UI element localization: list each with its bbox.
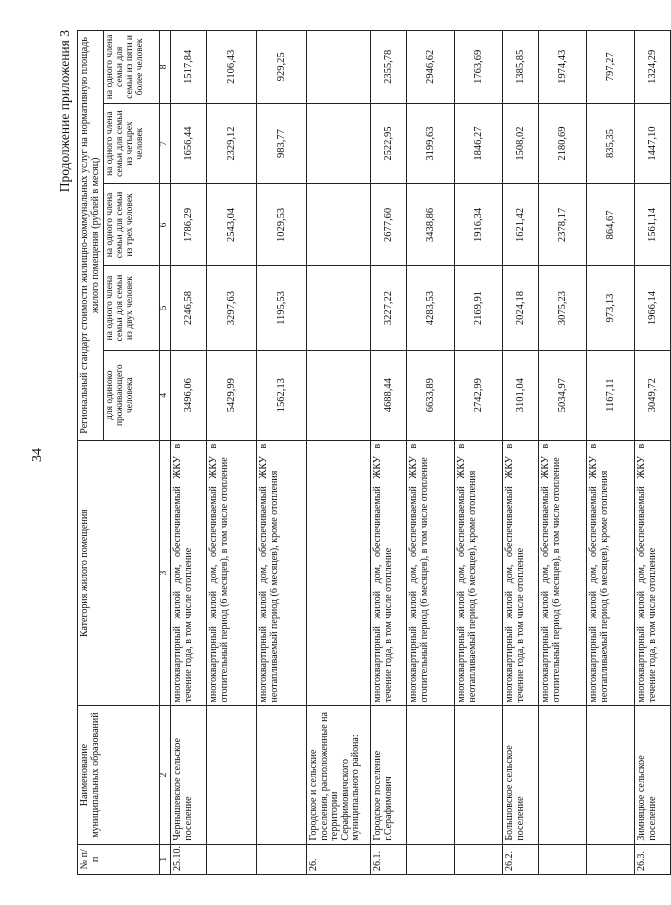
value-cell: 2169,91	[455, 266, 503, 350]
col-number: 6	[160, 184, 171, 266]
value-cell: 864,67	[587, 184, 635, 266]
municipality-name: Чернышевское сельское поселение	[171, 706, 207, 844]
header-sub-4: на одного члена семьи для семьи из четырех человек	[104, 103, 160, 184]
table-row	[171, 31, 207, 875]
row-number: 26.2.	[503, 844, 539, 874]
value-cell: 1966,14	[635, 266, 671, 350]
housing-category: многоквартирный жилой дом, обеспечиваемый ЖКУ в неотапливаемый период (6 месяцев), кроме отопления	[455, 440, 503, 706]
value-cell: 3199,63	[407, 103, 455, 184]
table-row	[371, 31, 407, 875]
row-number	[539, 844, 587, 874]
value-cell: 3297,63	[207, 266, 257, 350]
municipality-name	[407, 706, 455, 844]
table-row	[587, 31, 635, 875]
value-cell: 4688,44	[371, 350, 407, 440]
value-cell: 3049,72	[635, 350, 671, 440]
value-cell: 1846,27	[455, 103, 503, 184]
value-cell: 1621,42	[503, 184, 539, 266]
col-number: 8	[160, 31, 171, 104]
municipality-name: Большовское сельское поселение	[503, 706, 539, 844]
value-cell: 1763,69	[455, 31, 503, 104]
row-number	[207, 844, 257, 874]
housing-category: многоквартирный жилой дом, обеспечиваемый ЖКУ в отопительный период (6 месяцев), в том числе отопление	[207, 440, 257, 706]
value-cell: 2329,12	[207, 103, 257, 184]
housing-category: многоквартирный жилой дом, обеспечиваемый ЖКУ в неотапливаемый период (6 месяцев), кроме отопления	[257, 440, 307, 706]
value-cell: 2180,69	[539, 103, 587, 184]
municipality-name	[257, 706, 307, 844]
housing-category: многоквартирный жилой дом, обеспечиваемый ЖКУ в неотапливаемый период (6 месяцев), кроме отопления	[587, 440, 635, 706]
col-number: 5	[160, 266, 171, 350]
value-cell: 1029,53	[257, 184, 307, 266]
value-cell: 3496,06	[171, 350, 207, 440]
row-number: 25.10.	[171, 844, 207, 874]
value-cell: 2106,43	[207, 31, 257, 104]
table-row	[257, 31, 307, 875]
row-number	[257, 844, 307, 874]
page-number: 34	[30, 448, 45, 462]
value-cell: 1561,14	[635, 184, 671, 266]
value-cell: 5034,97	[539, 350, 587, 440]
row-number	[587, 844, 635, 874]
row-number	[455, 844, 503, 874]
municipality-name	[455, 706, 503, 844]
header-sub-2: на одного члена семьи для семьи из двух человек	[104, 266, 160, 350]
value-cell: 1517,84	[171, 31, 207, 104]
value-cell: 1447,10	[635, 103, 671, 184]
row-number	[407, 844, 455, 874]
housing-category: многоквартирный жилой дом, обеспечиваемый ЖКУ в течение года, в том числе отопление	[371, 440, 407, 706]
value-cell: 2677,60	[371, 184, 407, 266]
value-cell: 2246,58	[171, 266, 207, 350]
value-cell: 1656,44	[171, 103, 207, 184]
value-cell	[307, 184, 371, 266]
value-cell: 1508,02	[503, 103, 539, 184]
value-cell	[307, 31, 371, 104]
value-cell: 2543,04	[207, 184, 257, 266]
value-cell: 5429,99	[207, 350, 257, 440]
housing-category: многоквартирный жилой дом, обеспечиваемый ЖКУ в течение года, в том числе отопление	[503, 440, 539, 706]
value-cell: 3101,04	[503, 350, 539, 440]
value-cell: 2522,95	[371, 103, 407, 184]
value-cell: 2946,62	[407, 31, 455, 104]
value-cell	[307, 350, 371, 440]
row-number: 26.1.	[371, 844, 407, 874]
municipality-name	[587, 706, 635, 844]
value-cell: 3075,23	[539, 266, 587, 350]
value-cell: 3438,86	[407, 184, 455, 266]
col-number: 7	[160, 103, 171, 184]
value-cell: 2378,17	[539, 184, 587, 266]
value-cell: 4283,53	[407, 266, 455, 350]
value-cell: 797,27	[587, 31, 635, 104]
value-cell: 6633,89	[407, 350, 455, 440]
value-cell: 1195,53	[257, 266, 307, 350]
housing-category	[307, 440, 371, 706]
value-cell: 1562,13	[257, 350, 307, 440]
row-number: 26.	[307, 844, 371, 874]
table-row	[503, 31, 539, 875]
value-cell: 2742,99	[455, 350, 503, 440]
value-cell: 1786,29	[171, 184, 207, 266]
value-cell: 3227,22	[371, 266, 407, 350]
table-row	[539, 31, 587, 875]
value-cell: 1974,43	[539, 31, 587, 104]
col-number: 4	[160, 350, 171, 440]
value-cell: 973,13	[587, 266, 635, 350]
municipality-name	[539, 706, 587, 844]
col-number: 1	[160, 844, 171, 874]
value-cell: 929,25	[257, 31, 307, 104]
table-row	[407, 31, 455, 875]
housing-category: многоквартирный жилой дом, обеспечиваемый ЖКУ в отопительный период (6 месяцев), в том числе отопление	[539, 440, 587, 706]
value-cell: 983,77	[257, 103, 307, 184]
municipality-name: Городское поселение г.Серафимович	[371, 706, 407, 844]
table-row	[455, 31, 503, 875]
header-sub-5: на одного члена семьи для семьи из пяти и более человек	[104, 31, 160, 104]
table-row	[635, 31, 671, 875]
row-number: 26.3.	[635, 844, 671, 874]
table-row	[307, 31, 371, 875]
housing-category: многоквартирный жилой дом, обеспечиваемый ЖКУ в течение года, в том числе отопление	[171, 440, 207, 706]
value-cell: 2024,18	[503, 266, 539, 350]
header-num: № п/п	[78, 844, 160, 874]
rotated-page-content	[55, 30, 658, 875]
header-sub-3: на одного члена семьи для семьи из трех человек	[104, 184, 160, 266]
municipality-name: Городское и сельские поселения, расположенные на территории Серафимовичского муниципального района:	[307, 706, 371, 844]
header-sub-1: для одиноко проживающего человека	[104, 350, 160, 440]
value-cell: 1167,11	[587, 350, 635, 440]
value-cell	[307, 266, 371, 350]
column-numbers-row	[160, 31, 171, 875]
header-standard: Региональный стандарт стоимости жилищно-коммунальных услуг на нормативную площадь жилого помещения (рублей в месяц)	[78, 31, 104, 441]
value-cell: 1916,34	[455, 184, 503, 266]
value-cell	[307, 103, 371, 184]
tariff-table	[77, 30, 671, 875]
municipality-name	[207, 706, 257, 844]
housing-category: многоквартирный жилой дом, обеспечиваемый ЖКУ в отопительный период (6 месяцев), в том числе отопление	[407, 440, 455, 706]
table-row	[207, 31, 257, 875]
col-number: 3	[160, 440, 171, 706]
value-cell: 2355,78	[371, 31, 407, 104]
col-number: 2	[160, 706, 171, 844]
value-cell: 835,35	[587, 103, 635, 184]
header-category: Категория жилого помещения	[78, 440, 160, 706]
value-cell: 1324,29	[635, 31, 671, 104]
appendix-label: Продолжение приложения 3	[57, 30, 72, 193]
municipality-name: Зимняцкое сельское поселение	[635, 706, 671, 844]
value-cell: 1385,85	[503, 31, 539, 104]
header-name: Наименование муниципальных образований	[78, 706, 160, 844]
housing-category: многоквартирный жилой дом, обеспечиваемый ЖКУ в течение года, в том числе отопление	[635, 440, 671, 706]
